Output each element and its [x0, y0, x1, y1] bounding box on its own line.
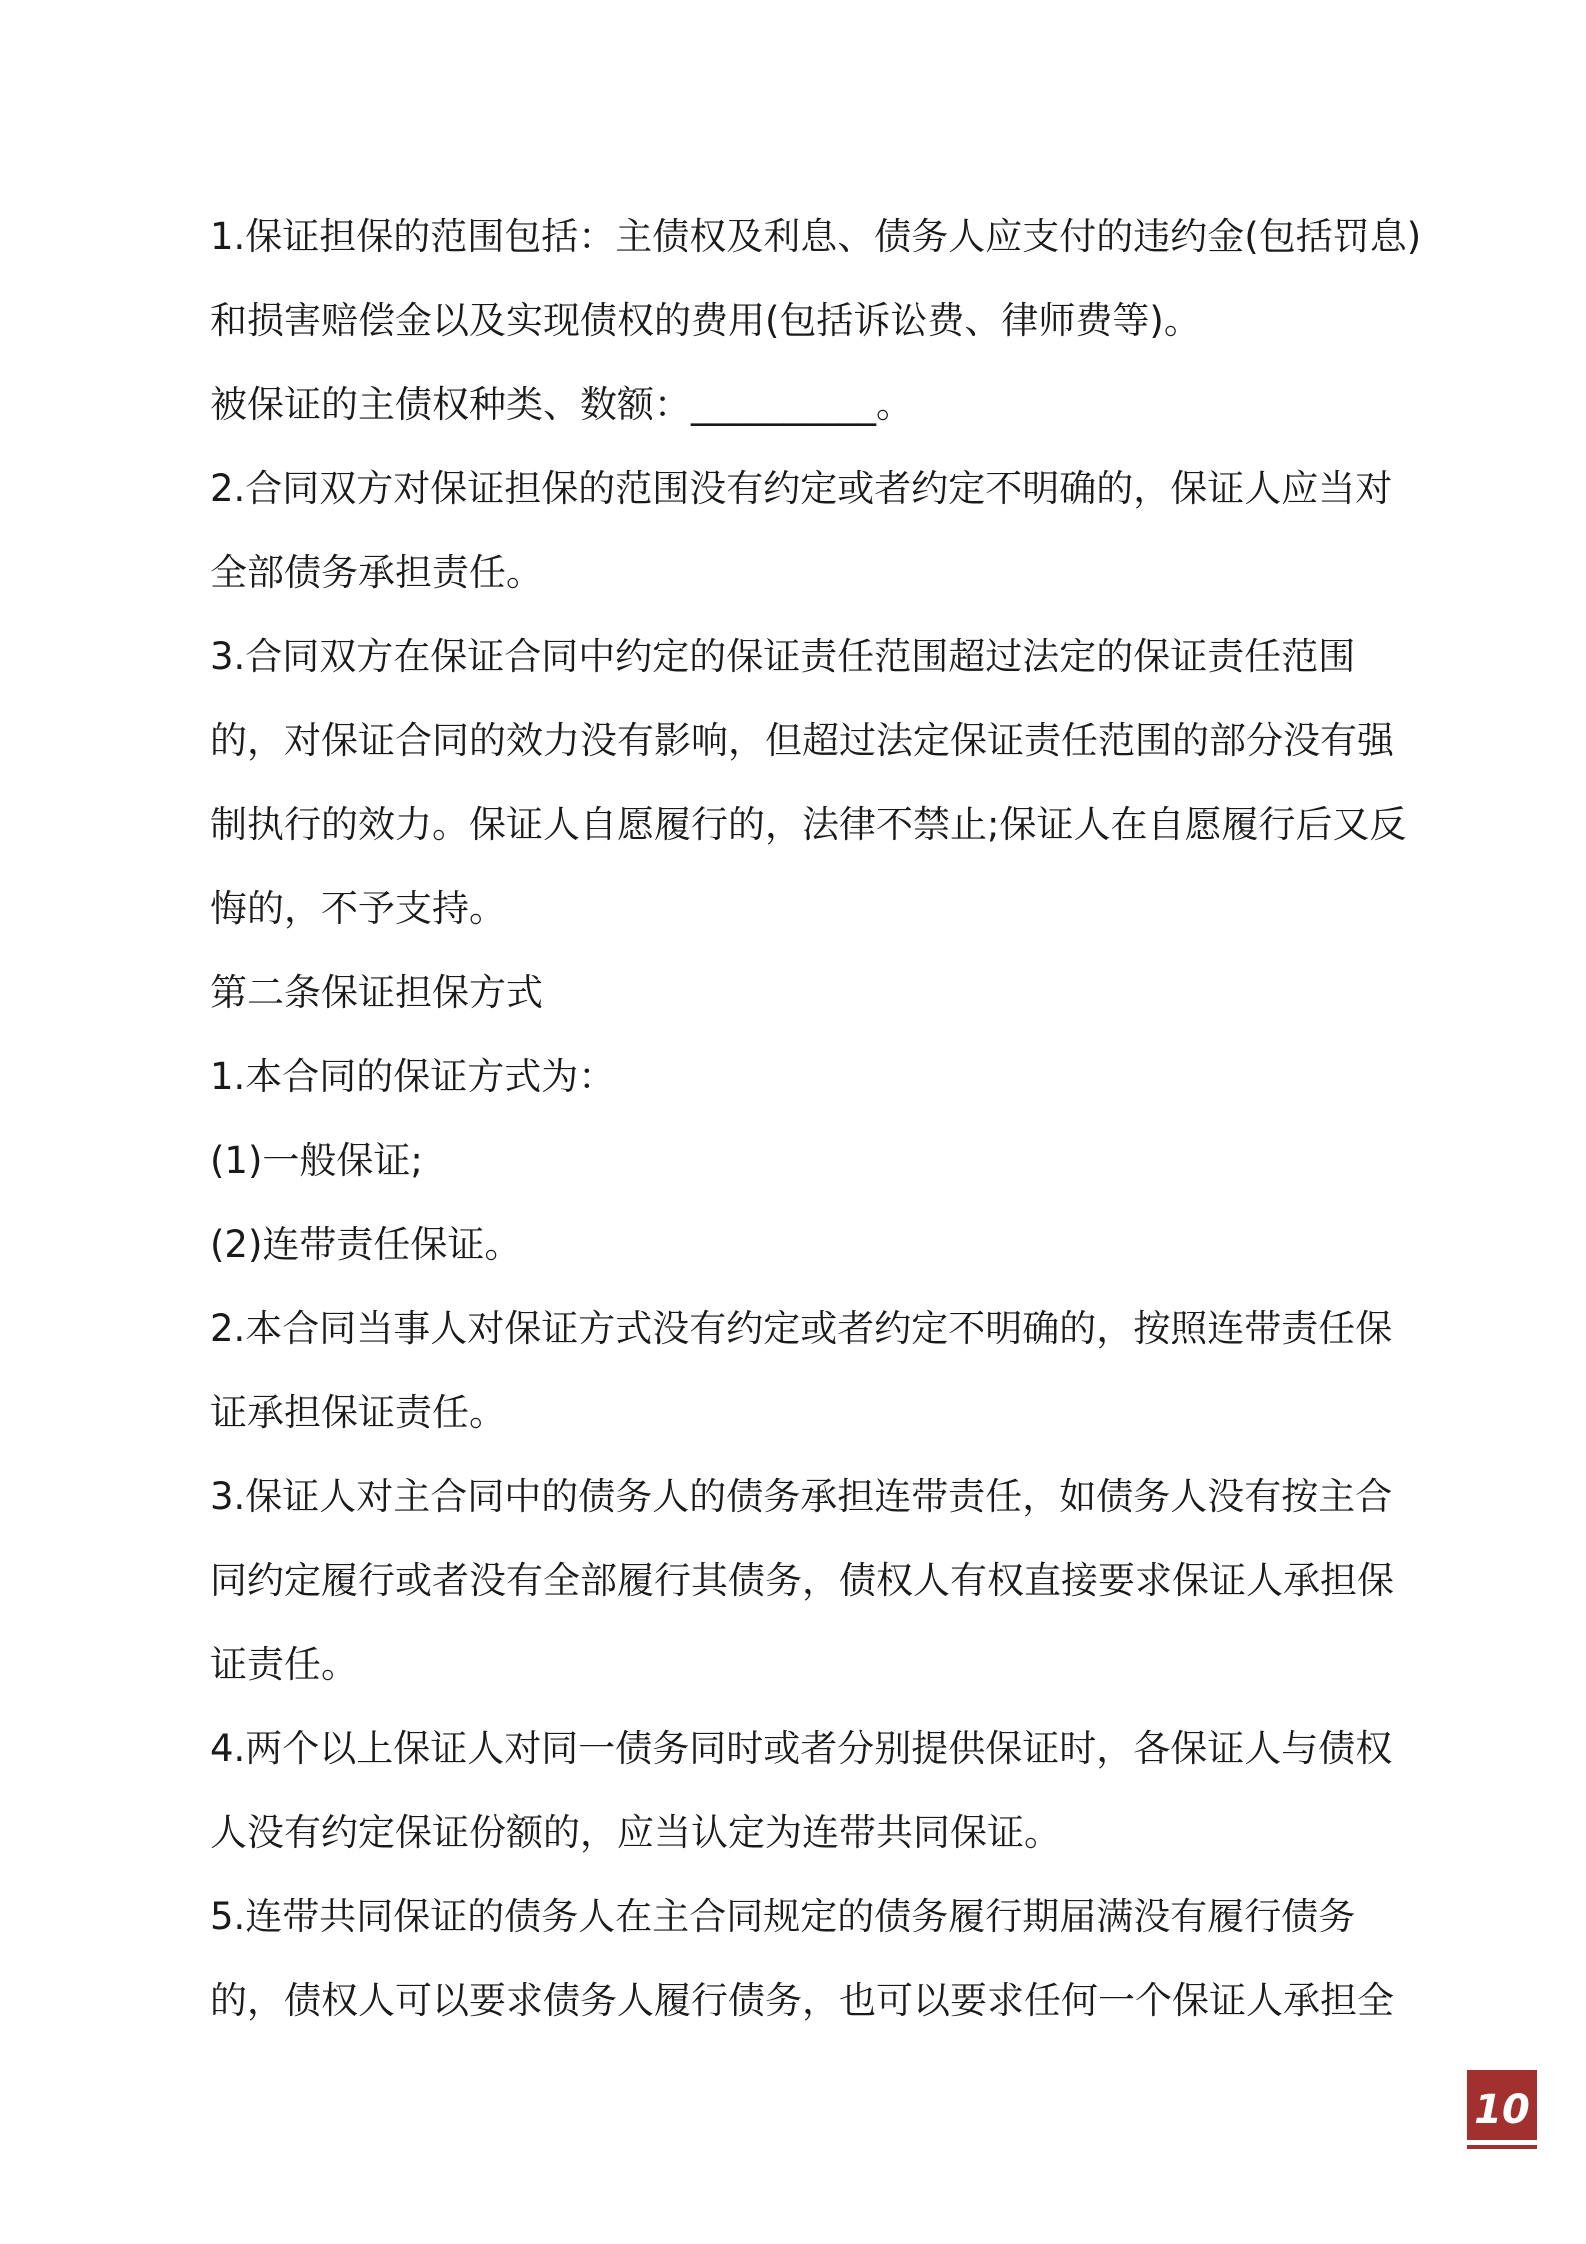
text-line: 证责任。 [210, 1643, 358, 1686]
page-number-underline [1467, 2145, 1537, 2149]
text-line: 2.合同双方对保证担保的范围没有约定或者约定不明确的，保证人应当对 [210, 467, 1393, 510]
text-line: 3.合同双方在保证合同中约定的保证责任范围超过法定的保证责任范围 [210, 635, 1356, 678]
text-line: 同约定履行或者没有全部履行其债务，债权人有权直接要求保证人承担保 [210, 1559, 1394, 1602]
text-line: 证承担保证责任。 [210, 1391, 506, 1434]
text-line: 5.连带共同保证的债务人在主合同规定的债务履行期届满没有履行债务 [210, 1895, 1356, 1938]
text-line: 制执行的效力。保证人自愿履行的，法律不禁止;保证人在自愿履行后又反 [210, 803, 1407, 846]
text-line: 3.保证人对主合同中的债务人的债务承担连带责任，如债务人没有按主合 [210, 1475, 1393, 1518]
section-heading: 第二条保证担保方式 [210, 971, 543, 1014]
text-line: 1.本合同的保证方式为： [210, 1055, 616, 1098]
text-line: 2.本合同当事人对保证方式没有约定或者约定不明确的，按照连带责任保 [210, 1307, 1393, 1350]
text-line: 悔的，不予支持。 [210, 887, 506, 930]
text-line: 的，债权人可以要求债务人履行债务，也可以要求任何一个保证人承担全 [210, 1979, 1394, 2022]
page-number-badge [1467, 2070, 1537, 2140]
text-line: 的，对保证合同的效力没有影响，但超过法定保证责任范围的部分没有强 [210, 719, 1394, 762]
page-number: 10 [1474, 2087, 1530, 2133]
text-line: 被保证的主债权种类、数额：__________。 [210, 383, 913, 426]
text-line: 1.保证担保的范围包括：主债权及利息、债务人应支付的违约金(包括罚息) [210, 215, 1422, 258]
text-line: (1)一般保证; [210, 1139, 423, 1182]
text-line: 4.两个以上保证人对同一债务同时或者分别提供保证时，各保证人与债权 [210, 1727, 1393, 1770]
text-line: 人没有约定保证份额的，应当认定为连带共同保证。 [210, 1811, 1061, 1854]
text-line: 全部债务承担责任。 [210, 551, 543, 594]
text-line: 和损害赔偿金以及实现债权的费用(包括诉讼费、律师费等)。 [210, 299, 1201, 342]
document-body [210, 195, 1422, 2043]
text-line: (2)连带责任保证。 [210, 1223, 522, 1266]
